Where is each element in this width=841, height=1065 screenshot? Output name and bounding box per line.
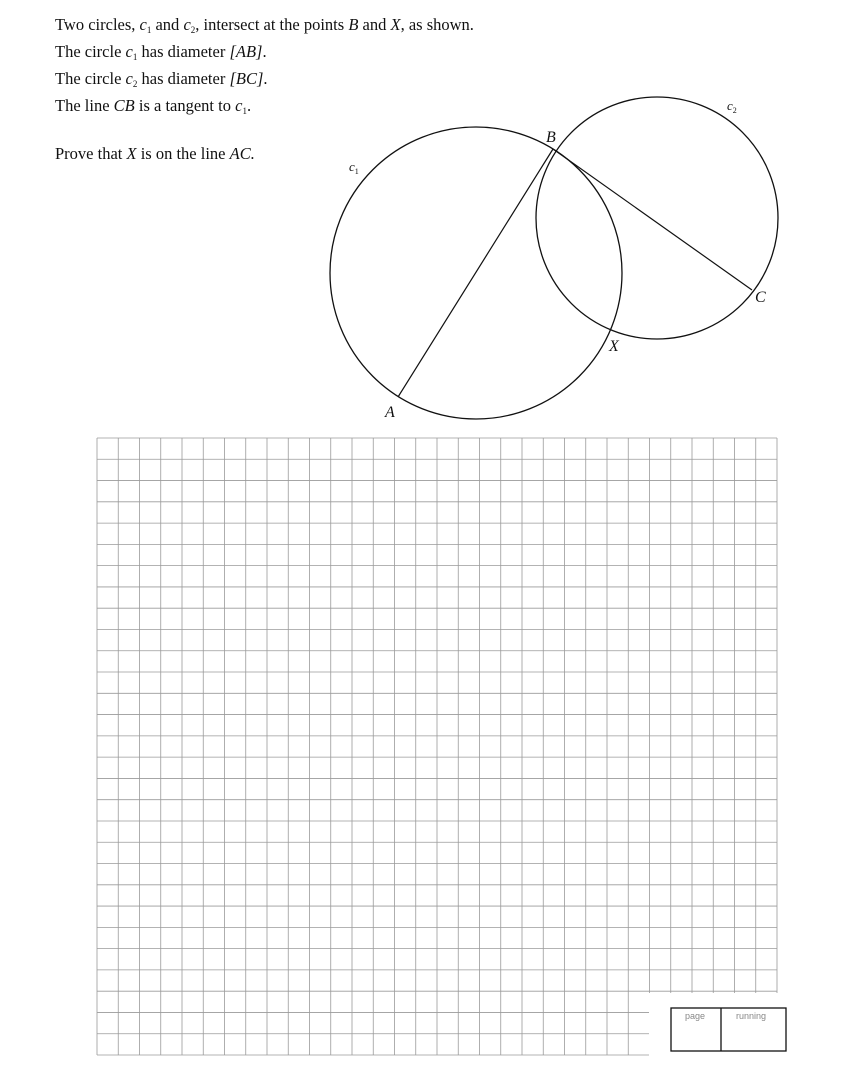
- question-line-4: The line CB is a tangent to $c_1$.: [55, 96, 252, 116]
- running-label: running: [736, 1011, 767, 1021]
- question-line-3: The circle $c_2$ has diameter [BC].: [55, 69, 268, 89]
- label-c: C: [755, 289, 766, 306]
- label-x: X: [609, 338, 619, 355]
- label-a: A: [385, 404, 395, 421]
- label-c2: $c_2$: [727, 98, 737, 115]
- page-label: page: [685, 1011, 706, 1021]
- question-line-1: Two circles, $c_1$ and $c_2$, intersect at the points B and X, as shown.: [55, 15, 474, 35]
- label-c1: $c_1$: [349, 159, 359, 176]
- label-b: B: [546, 129, 556, 146]
- question-line-2: The circle $c_1$ has diameter [AB].: [55, 42, 267, 62]
- question-line-5: Prove that X is on the line AC.: [55, 144, 255, 163]
